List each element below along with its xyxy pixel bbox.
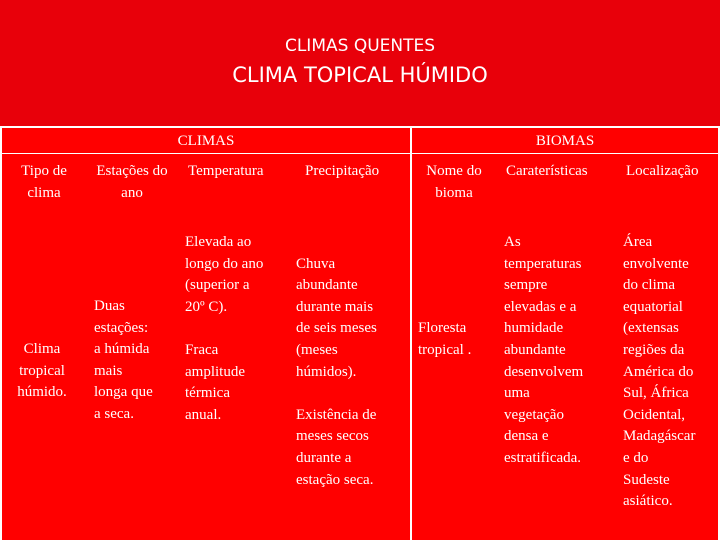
- column-header-tipo: Tipo de clima: [21, 163, 67, 201]
- column-header-nome-bioma: Nome do bioma: [426, 163, 482, 201]
- group-header-divider: [0, 153, 720, 154]
- column-header-estacoes: Estações do ano: [96, 163, 168, 201]
- cell-precipitacao: Chuva abundante durante mais de seis meses (meses húmidos). Existência de meses secos durante a estação seca.: [296, 255, 377, 488]
- cell-temperatura: Elevada ao longo do ano (superior a 20º C). Fraca amplitude térmica anual.: [185, 234, 264, 423]
- cell-tipo: Clima tropical húmido.: [17, 341, 67, 401]
- column-header-precipitacao: Precipitação: [305, 163, 380, 179]
- cell-nome-bioma: Floresta tropical .: [418, 320, 472, 358]
- table-left-border: [0, 126, 2, 540]
- cell-caracteristicas: As temperaturas sempre elevadas e a humidade abundante desenvolvem uma vegetação densa e estratificada.: [504, 234, 584, 466]
- group-header-biomas: BIOMAS: [535, 133, 595, 149]
- group-header-climas: CLIMAS: [177, 133, 235, 149]
- slide-title: CLIMA TOPICAL HÚMIDO: [232, 63, 488, 87]
- column-header-caracteristicas: Caraterísticas: [506, 163, 588, 179]
- cell-estacoes: Duas estações: a húmida mais longa que a seca.: [94, 298, 153, 422]
- group-divider: [410, 126, 412, 540]
- column-header-localizacao: Localização: [626, 163, 699, 179]
- cell-localizacao: Área envolvente do clima equatorial (extensas regiões da América do Sul, África Ocidental, Madagáscar e do Sudeste asiático.: [623, 234, 696, 510]
- table-top-border: [0, 126, 720, 128]
- slide-subtitle: CLIMAS QUENTES: [284, 36, 436, 56]
- column-header-temperatura: Temperatura: [188, 163, 264, 179]
